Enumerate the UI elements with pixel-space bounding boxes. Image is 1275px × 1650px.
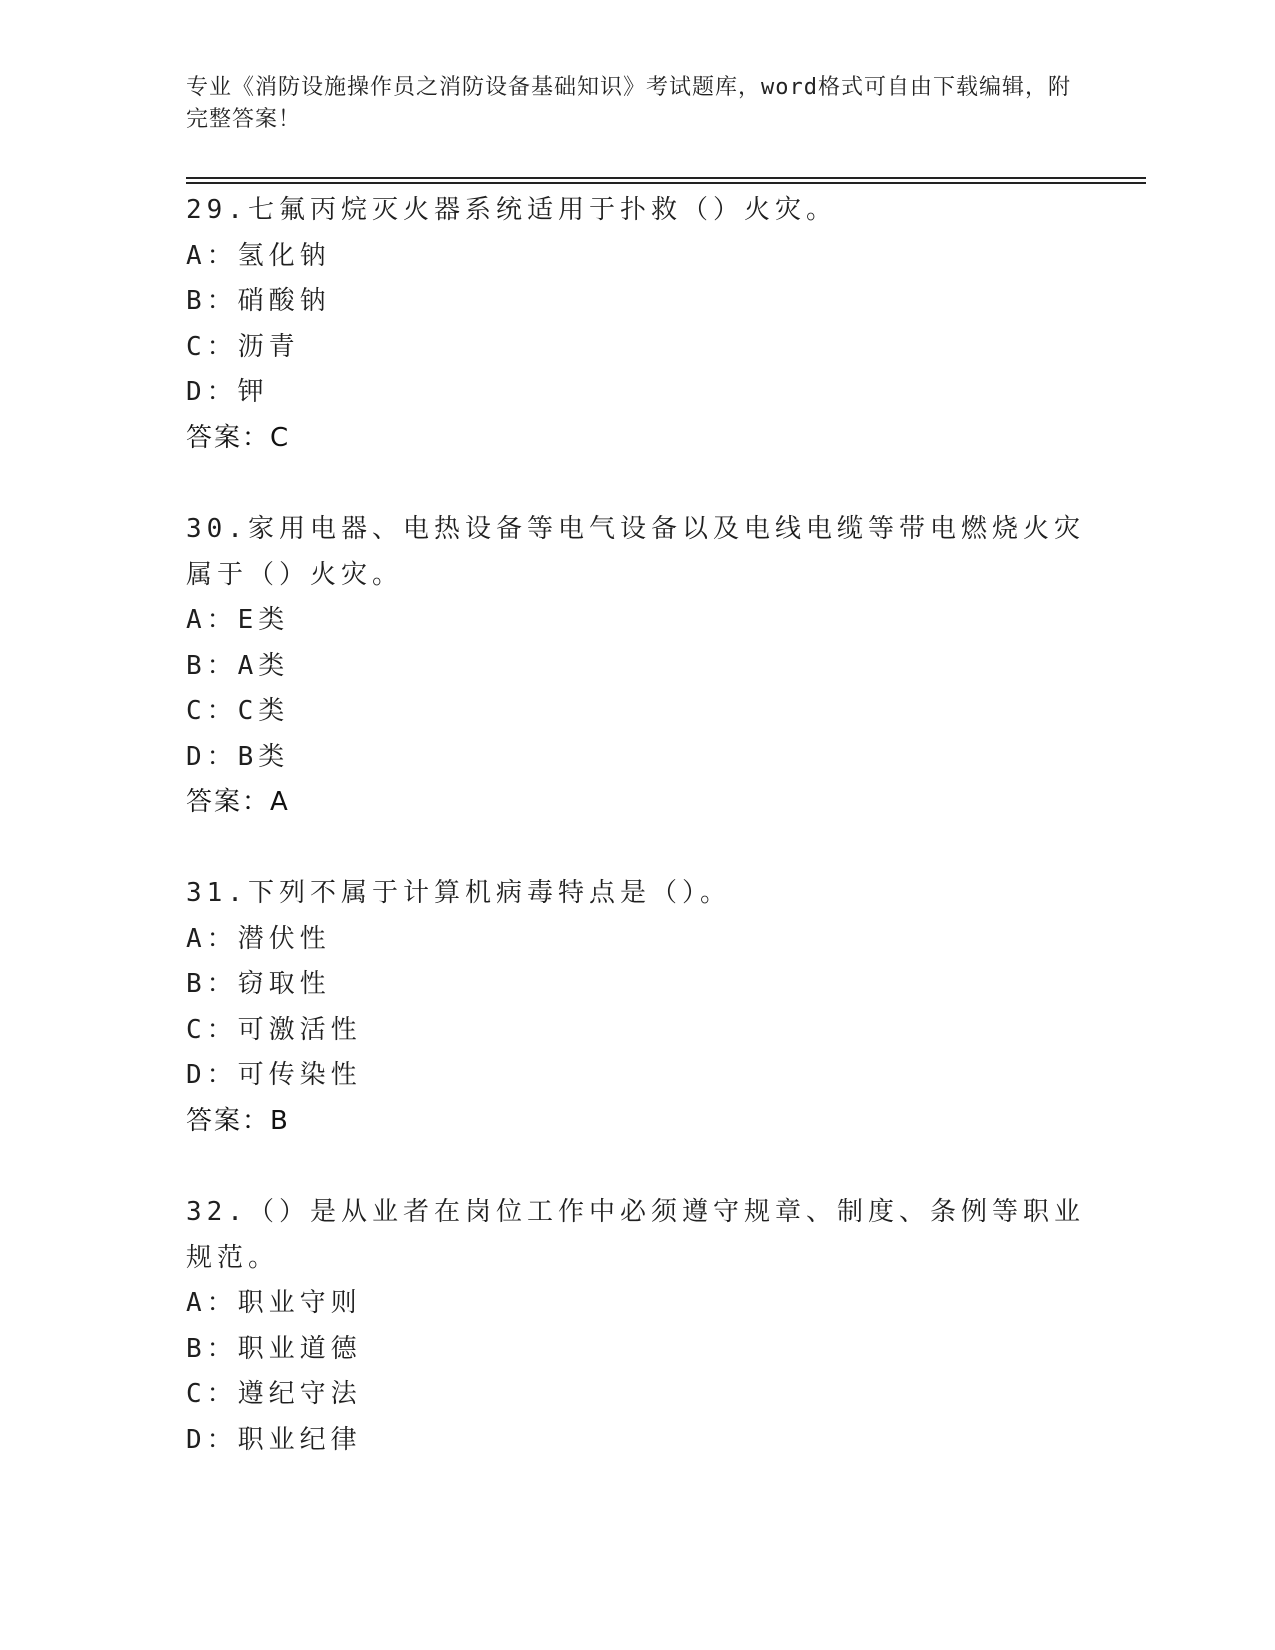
question-stem: 30.家用电器、电热设备等电气设备以及电线电缆等带电燃烧火灾属于（）火灾。 [186,514,1085,590]
option-a: A：职业守则 [186,1288,362,1318]
answer-line: 答案：A [186,787,290,817]
option-d: D：可传染性 [186,1060,362,1090]
question-stem: 31.下列不属于计算机病毒特点是（）。 [186,878,731,908]
option-c: C：可激活性 [186,1014,362,1045]
option-b: B：职业道德 [186,1333,362,1364]
header-divider-bottom [186,182,1146,184]
answer-line: 答案：C [186,422,291,453]
question-stem: 29.七氟丙烷灭火器系统适用于扑救（）火灾。 [186,195,837,225]
option-b: B：A类 [186,650,290,681]
option-d: D：钾 [186,377,269,407]
question-stem: 32.（）是从业者在岗位工作中必须遵守规章、制度、条例等职业规范。 [186,1197,1085,1273]
question-30 [186,507,1086,826]
option-c: C：遵纪守法 [186,1379,362,1409]
option-c: C：C类 [186,696,290,726]
document-header: 专业《消防设施操作员之消防设备基础知识》考试题库，word格式可自由下载编辑，附完整答案！ [186,75,1071,132]
question-31 [186,871,1086,1144]
option-d: D：职业纪律 [186,1424,362,1455]
option-a: A：潜伏性 [186,923,331,954]
option-b: B：硝酸钠 [186,286,331,316]
option-d: D：B类 [186,741,290,772]
option-b: B：窃取性 [186,969,331,999]
answer-line: 答案：B [186,1105,290,1136]
question-29 [186,188,1086,461]
question-32 [186,1190,1086,1463]
header-divider-top [186,177,1146,179]
option-c: C：沥青 [186,331,300,362]
option-a: A：氢化钠 [186,240,331,271]
option-a: A：E类 [186,605,290,635]
